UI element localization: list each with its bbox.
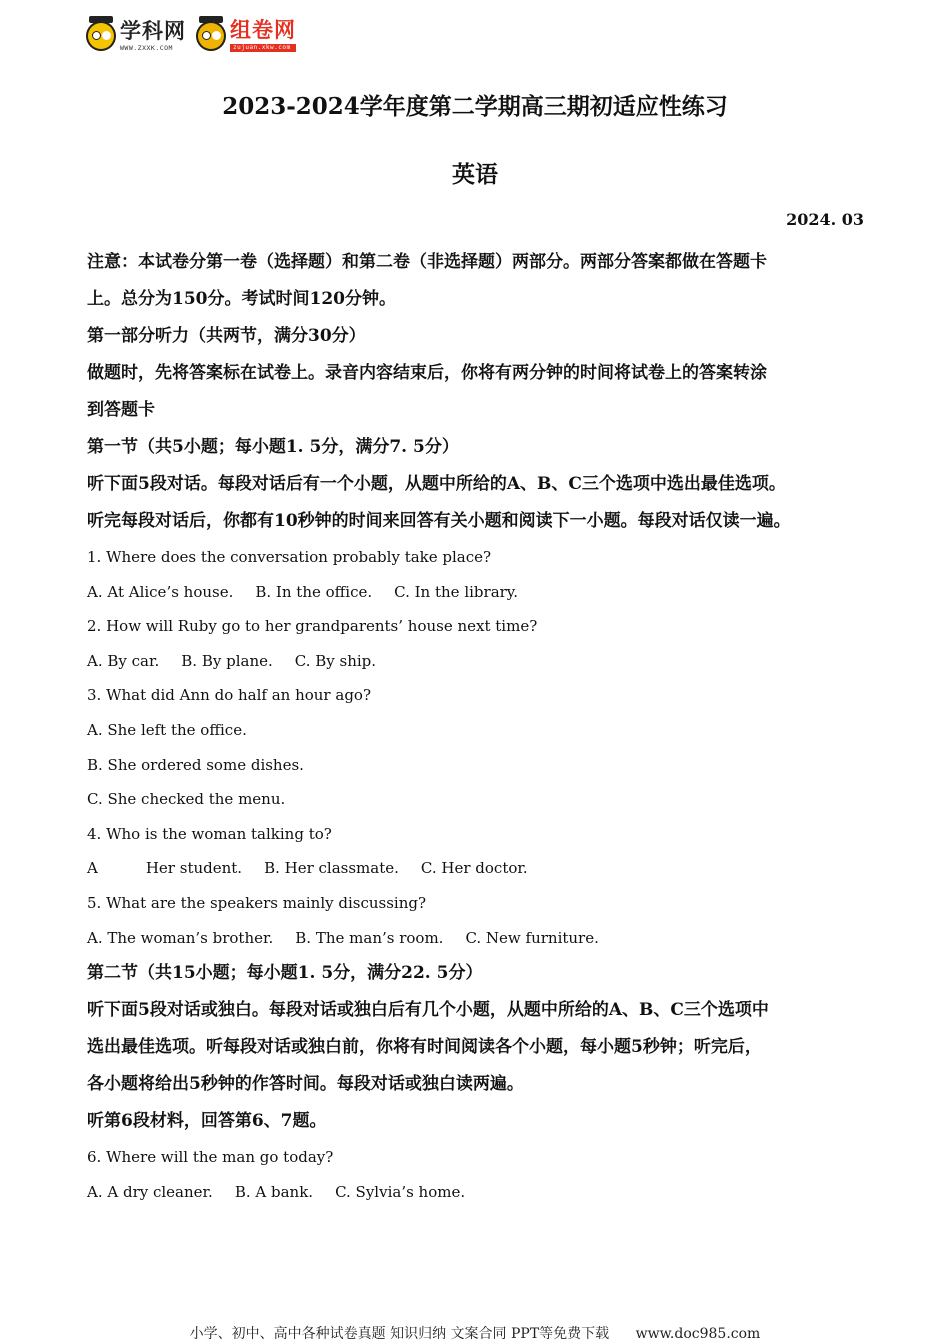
instruction-line: 听下面5段对话或独白。每段对话或独白后有几个小题，从题中所给的A、B、C三个选项中 (87, 1000, 769, 1021)
instruction-line: 第二节（共15小题；每小题1. 5分，满分22. 5分） (87, 963, 483, 984)
instruction-line: 第一部分听力（共两节，满分30分） (87, 326, 366, 346)
answer-option: Her student. (145, 859, 243, 878)
answer-options (87, 644, 877, 679)
page-title: 2023-2024学年度第二学期高三期初适应性练习 (222, 93, 728, 120)
answer-options (87, 851, 877, 886)
exam-date: 2024. 03 (786, 210, 864, 229)
question-line: 1. Where does the conversation probably take place? (87, 548, 492, 566)
answer-option: C. Her doctor. (420, 859, 528, 878)
question-line: A. She left the office. (87, 720, 247, 739)
logo-xuekewang[interactable] (86, 18, 186, 52)
answer-option: C. Sylvia’s home. (335, 1182, 466, 1201)
answer-option: B. Her classmate. (264, 859, 399, 878)
instruction-line: 到答题卡 (87, 400, 155, 420)
instruction-line: 上。总分为150分。考试时间120分钟。 (87, 289, 396, 309)
question-line: 6. Where will the man go today? (87, 1148, 334, 1167)
logo-url: WWW.ZXXK.COM (120, 43, 173, 52)
answer-option: B. A bank. (234, 1182, 314, 1201)
answer-option: B. The man’s room. (295, 928, 444, 947)
logo-zujuanwang[interactable] (196, 20, 296, 52)
answer-option: A. By car. (87, 651, 160, 670)
logo-name: 组卷网 (230, 18, 296, 42)
question-line: 5. What are the speakers mainly discussing? (87, 893, 427, 912)
answer-option: C. In the library. (394, 582, 519, 601)
instruction-line: 注意：本试卷分第一卷（选择题）和第二卷（非选择题）两部分。两部分答案都做在答题卡 (87, 252, 767, 272)
answer-option: B. In the office. (255, 582, 373, 601)
answer-options (87, 1175, 877, 1210)
page-footer (0, 1323, 950, 1343)
answer-options (87, 921, 877, 956)
question-line: C. She checked the menu. (87, 790, 286, 809)
question-line: 2. How will Ruby go to her grandparents’ house next time? (87, 617, 538, 636)
logo-name: 学科网 (120, 18, 186, 43)
instruction-line: 各小题将给出5秒钟的作答时间。每段对话或独白读两遍。 (87, 1074, 524, 1095)
footer-url[interactable]: www.doc985.com (635, 1326, 761, 1342)
subject-heading: 英语 (452, 161, 498, 188)
answer-option: C. By ship. (294, 651, 377, 670)
question-line: 4. Who is the woman talking to? (87, 824, 332, 843)
answer-option: A (87, 859, 98, 878)
instruction-line: 听完每段对话后，你都有10秒钟的时间来回答有关小题和阅读下一小题。每段对话仅读一遍。 (87, 511, 791, 531)
question-line: B. She ordered some dishes. (87, 755, 304, 774)
exam-content (87, 244, 877, 1209)
instruction-line: 做题时，先将答案标在试卷上。录音内容结束后，你将有两分钟的时间将试卷上的答案转涂 (87, 363, 767, 383)
question-line: 3. What did Ann do half an hour ago? (87, 686, 371, 705)
instruction-line: 选出最佳选项。听每段对话或独白前，你将有时间阅读各个小题，每小题5秒钟；听完后， (87, 1037, 762, 1058)
answer-option: A. At Alice’s house. (87, 582, 234, 601)
footer-text: 小学、初中、高中各种试卷真题 知识归纳 文案合同 PPT等免费下载 (189, 1326, 610, 1342)
instruction-line: 第一节（共5小题；每小题1. 5分，满分7. 5分） (87, 437, 459, 457)
mascot-icon (196, 21, 226, 51)
mascot-icon (86, 21, 116, 51)
header-logos (86, 14, 296, 58)
answer-option: A. A dry cleaner. (87, 1182, 213, 1201)
answer-options (87, 575, 877, 610)
answer-option: C. New furniture. (465, 928, 599, 947)
logo-url: zujuan.xkw.com (230, 44, 296, 52)
answer-option: B. By plane. (181, 651, 273, 670)
instruction-line: 听下面5段对话。每段对话后有一个小题，从题中所给的A、B、C三个选项中选出最佳选项。 (87, 474, 786, 494)
instruction-line: 听第6段材料，回答第6、7题。 (87, 1111, 327, 1132)
answer-option: A. The woman’s brother. (87, 928, 274, 947)
